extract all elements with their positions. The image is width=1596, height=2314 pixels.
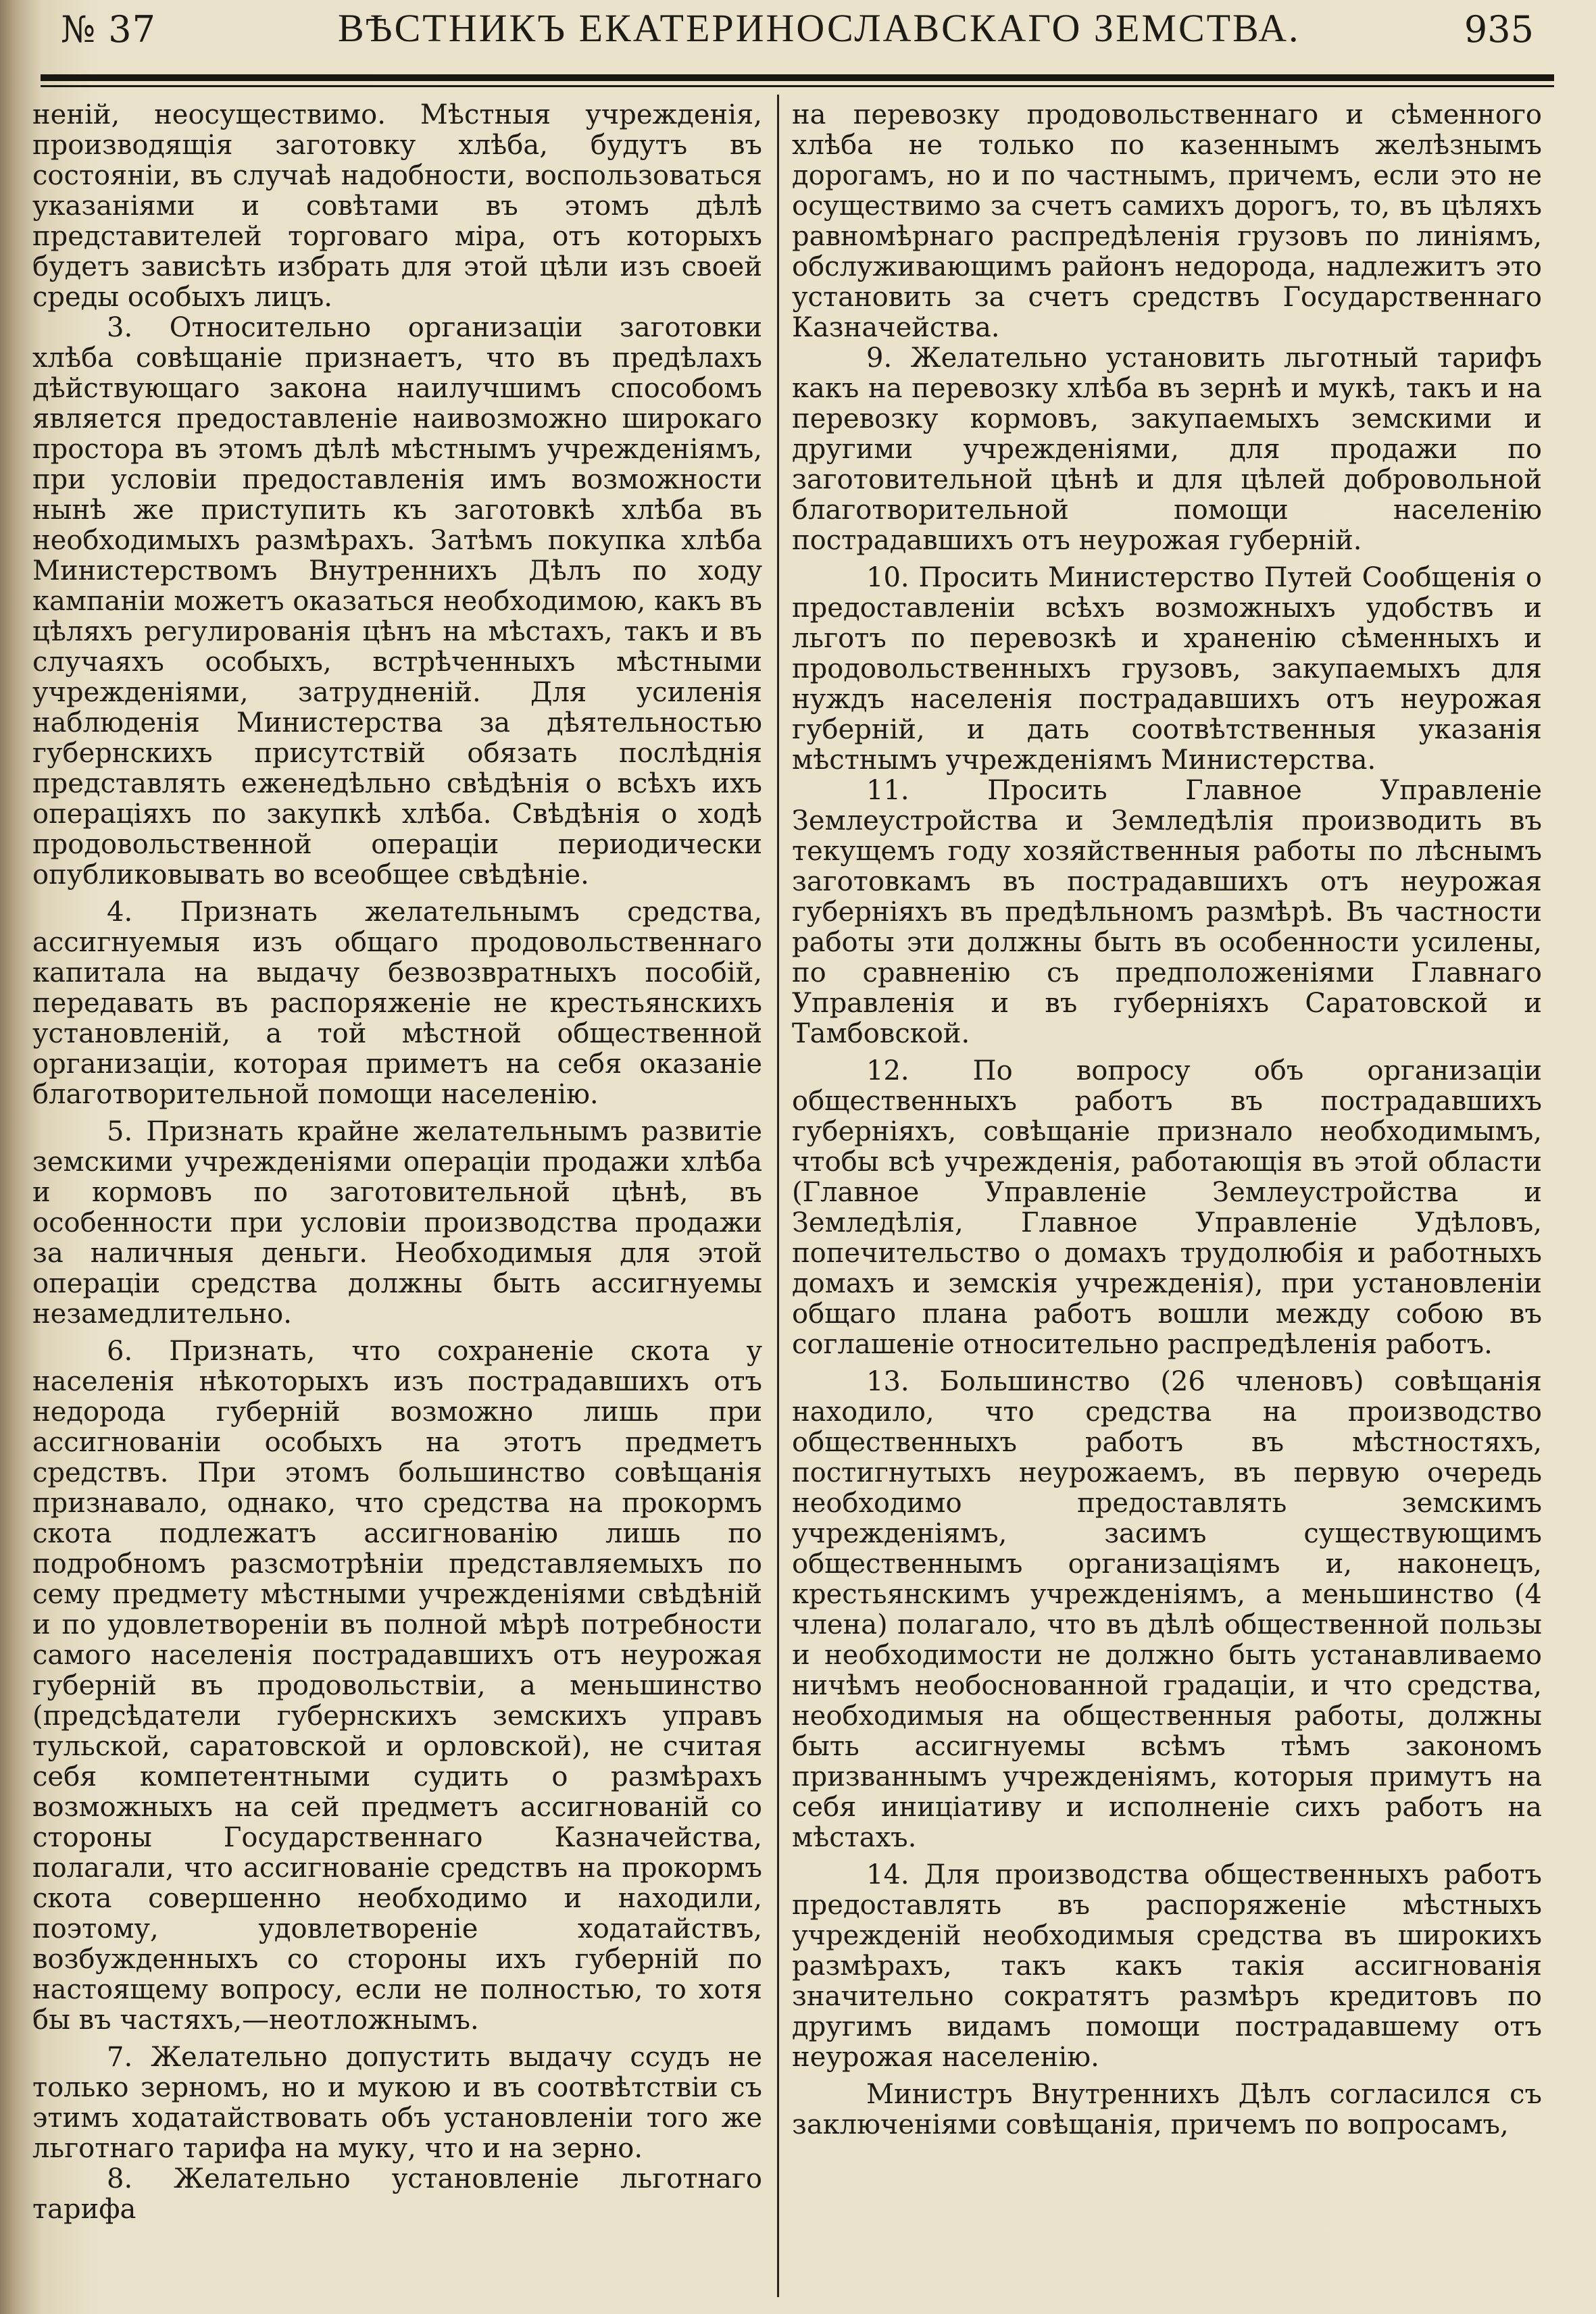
- paragraph-item-7: 7. Желательно допустить выдачу ссудъ не только зерномъ, но и мукою и въ соотвѣтствiи съ этимъ ходатайствовать объ установленiи того же льготнаго тарифа на муку, что и на зерно.: [32, 2042, 762, 2164]
- paragraph-item-8-continued: на перевозку продовольственнаго и сѣменного хлѣба не только по казеннымъ желѣзнымъ дорогамъ, но и по частнымъ, причемъ, если это не осуществимо за счетъ самихъ дорогъ, то, въ цѣляхъ равномѣрнаго распредѣленiя грузовъ по линiямъ, обслуживающимъ районъ недорода, надлежитъ это установить за счетъ средствъ Государственнаго Казначейства.: [792, 100, 1542, 343]
- paragraph-item-9: 9. Желательно установить льготный тарифъ какъ на перевозку хлѣба въ зернѣ и мукѣ, такъ и на перевозку кормовъ, закупаемыхъ земскими и другими учрежденiями, для продажи по заготовительной цѣнѣ и для цѣлей добровольной благотворительной помощи населенiю пострадавшихъ отъ неурожая губернiй.: [792, 343, 1542, 556]
- paragraph-item-12: 12. По вопросу объ организацiи общественныхъ работъ въ пострадавшихъ губернiяхъ, совѣщанiе признало необходимымъ, чтобы всѣ учрежденiя, работающiя въ этой области (Главное Управленiе Землеустройства и Земледѣлiя, Главное Управленiе Удѣловъ, попечительство о домахъ трудолюбiя и работныхъ домахъ и земскiя учрежденiя), при установленiи общаго плана работъ вошли между собою въ соглашенiе относительно распредѣленiя работъ.: [792, 1055, 1542, 1360]
- header-rule-thin: [41, 85, 1554, 87]
- paragraph-item-10: 10. Просить Министерство Путей Сообщенiя о предоставленiи всѣхъ возможныхъ удобствъ и льготъ по перевозкѣ и храненiю сѣменныхъ и продовольственныхъ грузовъ, закупаемыхъ для нуждъ населенiя пострадавшихъ отъ неурожая губернiй, и дать соотвѣтственныя указанiя мѣстнымъ учрежденiямъ Министерства.: [792, 562, 1542, 776]
- left-column: [32, 100, 762, 2303]
- page-header: [61, 5, 1534, 66]
- paragraph-item-13: 13. Большинство (26 членовъ) совѣщанiя находило, что средства на производство общественныхъ работъ въ мѣстностяхъ, постигнутыхъ неурожаемъ, въ первую очередь необходимо предоставлять земскимъ учрежденiямъ, засимъ существующимъ общественнымъ организацiямъ и, наконецъ, крестьянскимъ учрежденiямъ, а меньшинство (4 члена) полагало, что въ дѣлѣ общественной пользы и необходимости не должно быть устанавливаемо ничѣмъ необоснованной градацiи, и что средства, необходимыя на общественныя работы, должны быть ассигнуемы всѣмъ тѣмъ закономъ призваннымъ учрежденiямъ, которыя примутъ на себя иницiативу и исполненiе сихъ работъ на мѣстахъ.: [792, 1366, 1542, 1853]
- paragraph-item-4: 4. Признать желательнымъ средства, ассигнуемыя изъ общаго продовольственнаго капитала на выдачу безвозвратныхъ пособiй, передавать въ распоряженiе не крестьянскихъ установленiй, а той мѣстной общественной организацiи, которая приметъ на себя оказанiе благотворительной помощи населенiю.: [32, 897, 762, 1110]
- paragraph-item-14: 14. Для производства общественныхъ работъ предоставлять въ распоряженiе мѣстныхъ учрежденiй необходимыя средства въ широкихъ размѣрахъ, такъ какъ такiя ассигнованiя значительно сократятъ размѣръ кредитовъ по другимъ видамъ помощи пострадавшему отъ неурожая населенiю.: [792, 1859, 1542, 2073]
- journal-title: ВѢСТНИКЪ ЕКАТЕРИНОСЛАВСКАГО ЗЕМСТВА.: [338, 6, 1301, 50]
- paragraph-item-6: 6. Признать, что сохраненiе скота у населенiя нѣкоторыхъ изъ пострадавшихъ отъ недорода губернiй возможно лишь при ассигнованiи особыхъ на этотъ предметъ средствъ. При этомъ большинство совѣщанiя признавало, однако, что средства на прокормъ скота подлежатъ ассигнованiю лишь по подробномъ разсмотрѣнiи представляемыхъ по сему предмету мѣстными учрежденiями свѣдѣнiй и по удовлетворенiи въ полной мѣрѣ потребности самого населенiя пострадавшихъ отъ неурожая губернiй въ продовольствiи, а меньшинство (предсѣдатели губернскихъ земскихъ управъ тульской, саратовской и орловской), не считая себя компетентными судить о размѣрахъ возможныхъ на сей предметъ ассигнованiй со стороны Государственнаго Казначейства, полагали, что ассигнованiе средствъ на прокормъ скота совершенно необходимо и находили, поэтому, удовлетворенiе ходатайствъ, возбужденныхъ со стороны ихъ губернiй по настоящему вопросу, если не полностью, то хотя бы въ частяхъ,—неотложнымъ.: [32, 1336, 762, 2036]
- paragraph-item-5: 5. Признать крайне желательнымъ развитiе земскими учрежденiями операцiи продажи хлѣба и кормовъ по заготовительной цѣнѣ, въ особенности при условiи производства продажи за наличныя деньги. Необходимыя для этой операцiи средства должны быть ассигнуемы незамедлительно.: [32, 1116, 762, 1330]
- issue-number: № 37: [61, 8, 156, 51]
- paragraph-item-8: 8. Желательно установленiе льготнаго тарифа: [32, 2163, 762, 2225]
- header-rule-thick: [41, 74, 1554, 81]
- right-column: [792, 100, 1542, 2303]
- paragraph-continuation: ненiй, неосуществимо. Мѣстныя учрежденiя, производящiя заготовку хлѣба, будутъ въ состоянiи, въ случаѣ надобности, воспользоваться указанiями и совѣтами въ этомъ дѣлѣ представителей торговаго мiра, отъ которыхъ будетъ зависѣть избрать для этой цѣли изъ своей среды особыхъ лицъ.: [32, 100, 762, 313]
- column-divider: [777, 95, 779, 2297]
- paragraph-item-3: 3. Относительно организацiи заготовки хлѣба совѣщанiе признаетъ, что въ предѣлахъ дѣйствующаго закона наилучшимъ способомъ является предоставленiе наивозможно широкаго простора въ этомъ дѣлѣ мѣстнымъ учрежденiямъ, при условiи предоставленiя имъ возможности нынѣ же приступить къ заготовкѣ хлѣба въ необходимыхъ размѣрахъ. Затѣмъ покупка хлѣба Министерствомъ Внутреннихъ Дѣлъ по ходу кампанiи можетъ оказаться необходимою, какъ въ цѣляхъ регулированiя цѣнъ на мѣстахъ, такъ и въ случаяхъ особыхъ, встрѣченныхъ мѣстными учрежденiями, затрудненiй. Для усиленiя наблюденiя Министерства за дѣятельностью губернскихъ присутствiй обязать послѣднiя представлять еженедѣльно свѣдѣнiя о всѣхъ ихъ операцiяхъ по закупкѣ хлѣба. Свѣдѣнiя о ходѣ продовольственной операцiи периодически опубликовывать во всеобщее свѣдѣнiе.: [32, 312, 762, 890]
- paragraph-minister: Министръ Внутреннихъ Дѣлъ согласился съ заключенiями совѣщанiя, причемъ по вопросамъ,: [792, 2079, 1542, 2140]
- paragraph-item-11: 11. Просить Главное Управленiе Землеустройства и Земледѣлiя производить въ текущемъ году хозяйственныя работы по лѣснымъ заготовкамъ въ пострадавшихъ отъ неурожая губернiяхъ въ предѣльномъ размѣрѣ. Въ частности работы эти должны быть въ особенности усилены, по сравненiю съ предположенiями Главнаго Управленiя и въ губернiяхъ Саратовской и Тамбовской.: [792, 775, 1542, 1049]
- page-number: 935: [1464, 8, 1534, 51]
